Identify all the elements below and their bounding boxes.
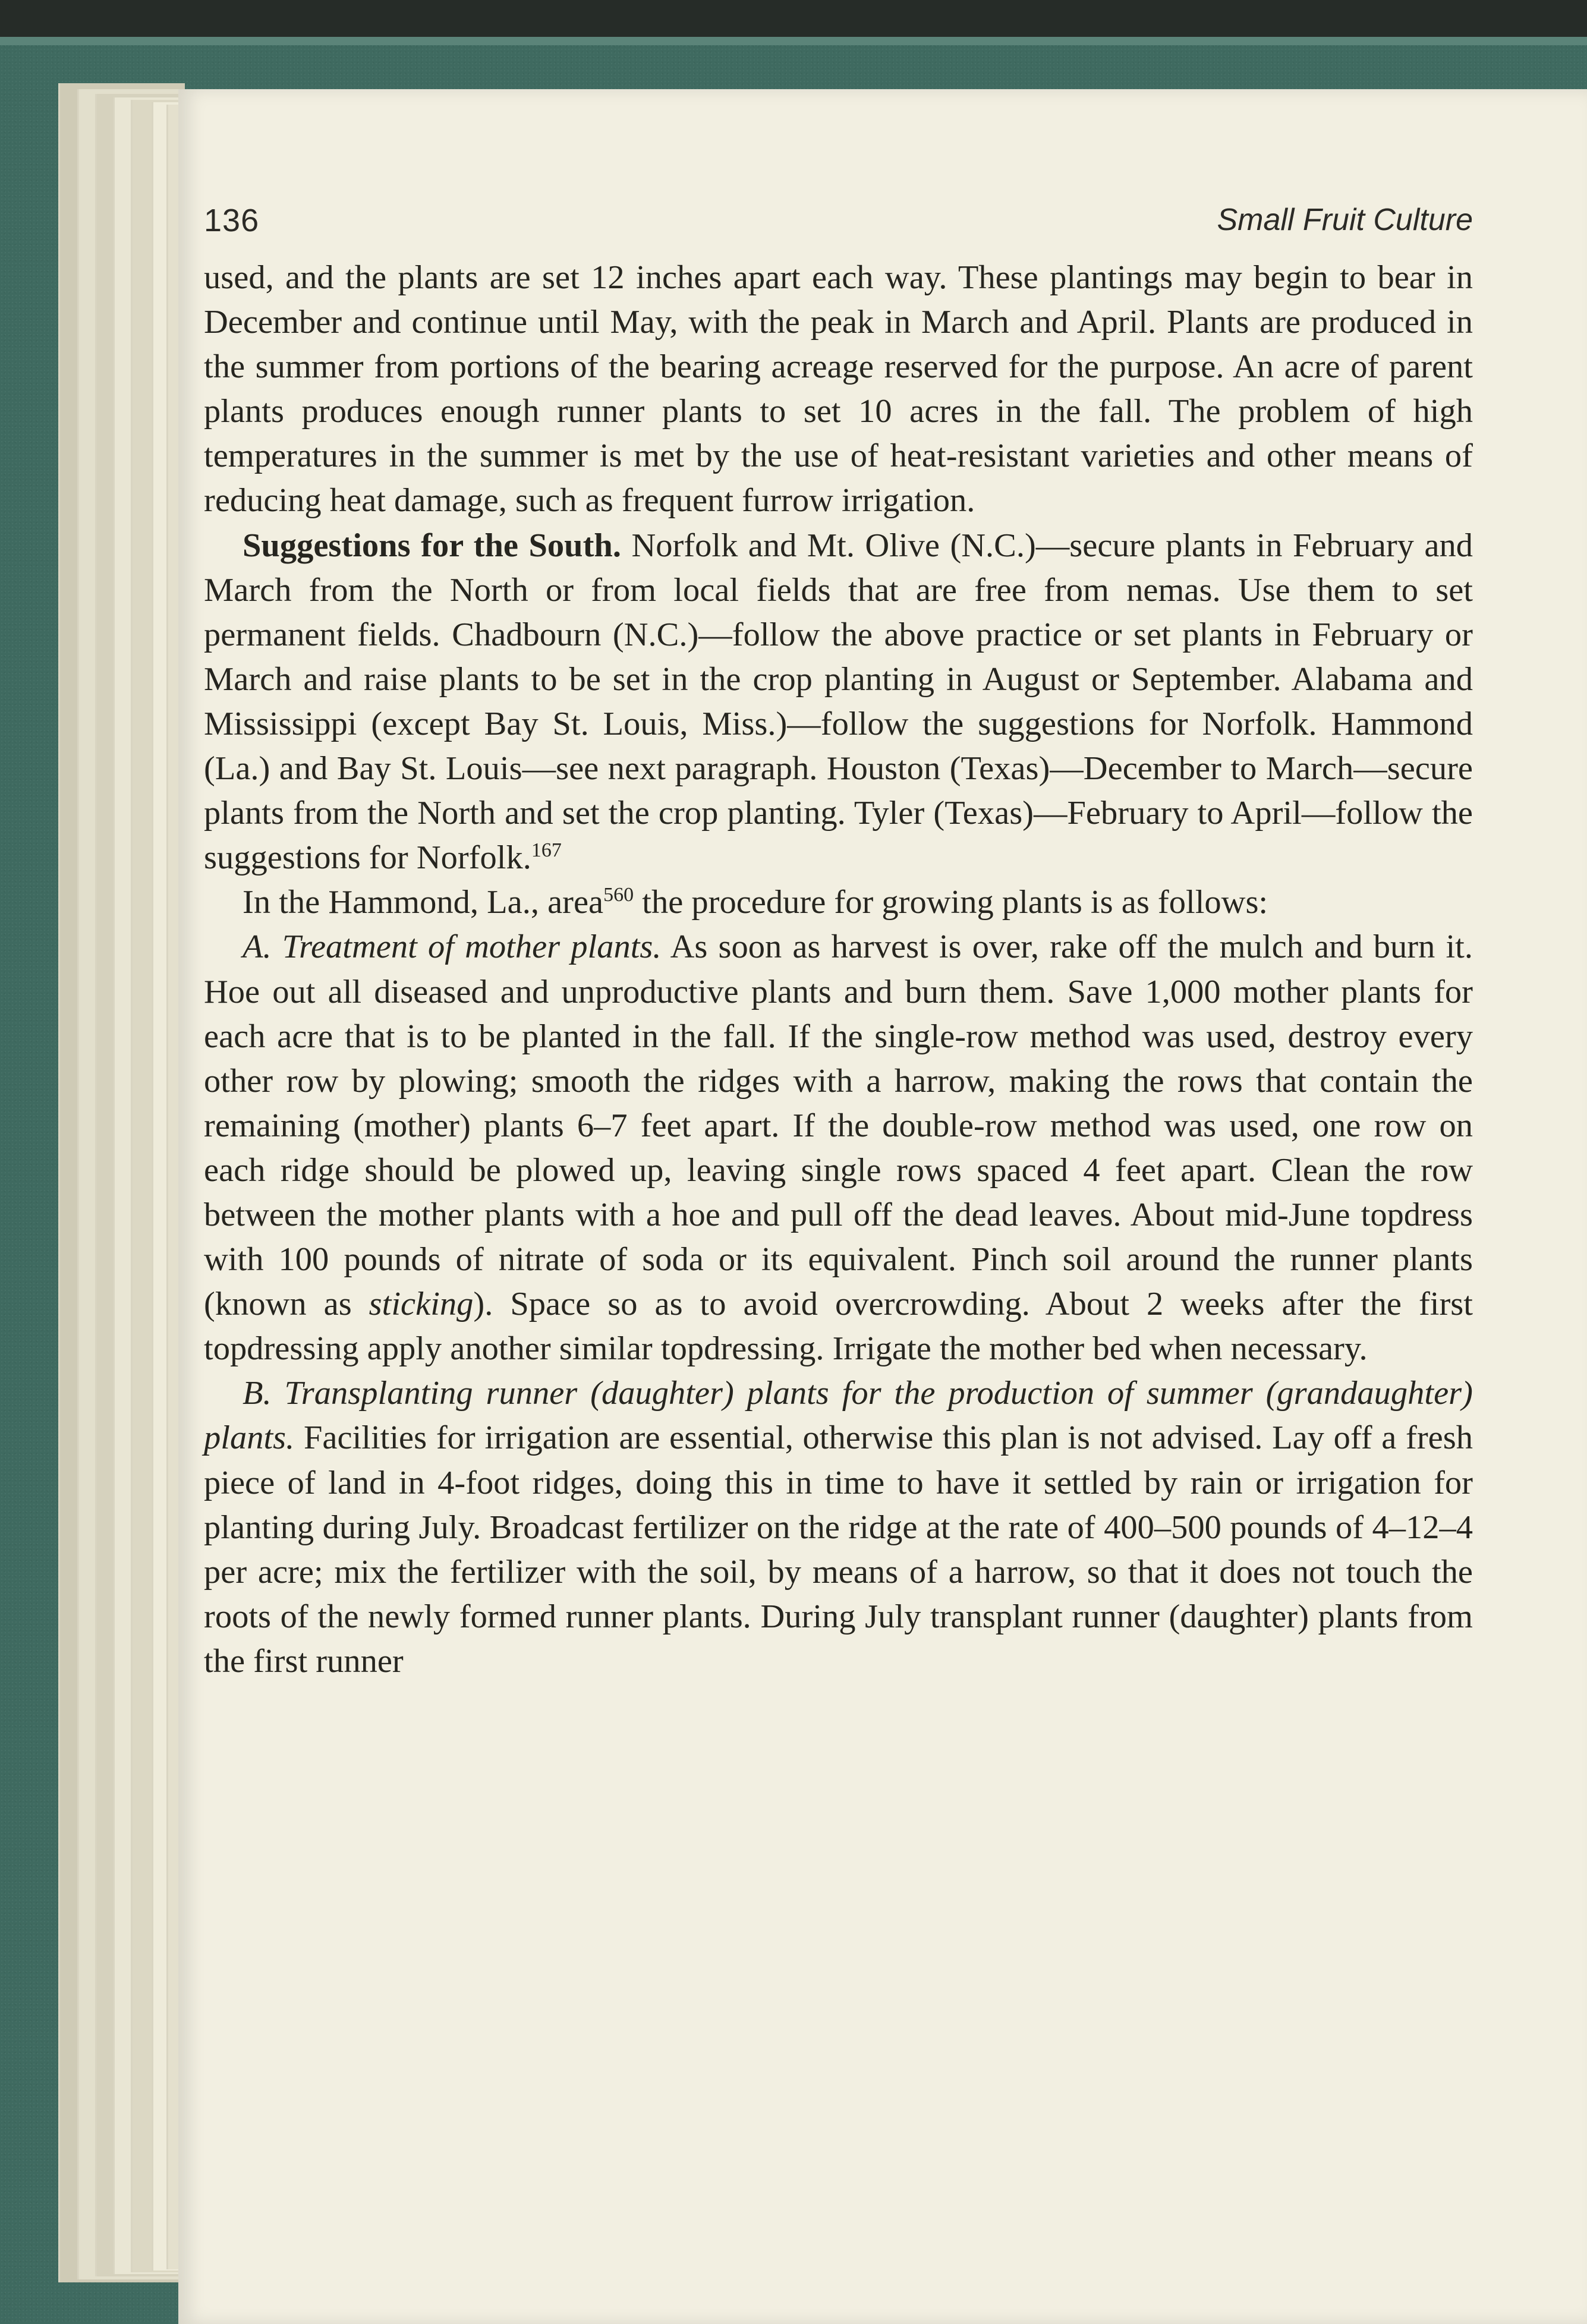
run-in-heading: Suggestions for the South.	[243, 527, 621, 564]
text-body	[204, 256, 1473, 1684]
paragraph-text: used, and the plants are set 12 inches apart each way. These plantings may begin to bear in December and continue until May, with the peak in March and April. Plants are produced in the summer from portions of the bearing acreage reserved for the purpose. An acre of parent plants produces enough runner plants to set 10 acres in the fall. The problem of high temperatures in the summer is met by the use of heat-resistant varieties and other means of reducing heat damage, such as frequent furrow irrigation.	[204, 259, 1473, 519]
paragraph	[204, 880, 1473, 925]
paragraph-text: ). Space so as to avoid overcrowding. About 2 weeks after the first topdressing apply another similar topdressing. Irrigate the mother bed when necessary.	[204, 1286, 1473, 1368]
reference-number: 167	[531, 839, 562, 862]
page-header	[204, 202, 1473, 250]
page-number: 136	[204, 203, 260, 238]
book-cover-edge	[0, 37, 1587, 45]
paragraph-text: As soon as harvest is over, rake off the mulch and burn it. Hoe out all diseased and unproductive plants and burn them. Save 1,000 mother plants for each acre that is to be planted in the fall. If the single-row method was used, destroy every other row by plowing; smooth the ridges with a harrow, making the rows that contain the remaining (mother) plants 6–7 feet apart. If the double-row method was used, one row on each ridge should be plowed up, leaving single rows spaced 4 feet apart. Clean the row between the mother plants with a hoe and pull off the dead leaves. About mid-June topdress with 100 pounds of nitrate of soda or its equivalent. Pinch soil around the runner plants (known as	[204, 928, 1473, 1323]
paragraph	[204, 925, 1473, 1371]
paragraph	[204, 256, 1473, 524]
paragraph	[204, 1371, 1473, 1684]
paragraph-text: Facilities for irrigation are essential, otherwise this plan is not advised. Lay off a fresh piece of land in 4-foot ridges, doing this in time to have it settled by rain or irrigation for planting during July. Broadcast fertilizer on the ridge at the rate of 400–500 pounds of 4–12–4 per acre; mix the fertilizer with the soil, by means of a harrow, so that it does not touch the roots of the newly formed runner plants. During July transplant runner (daughter) plants from the first runner	[204, 1419, 1473, 1680]
italic-term: sticking	[369, 1286, 474, 1323]
paragraph-text: In the Hammond, La., area	[243, 884, 604, 921]
running-head: Small Fruit Culture	[1217, 203, 1473, 237]
paragraph	[204, 524, 1473, 881]
run-in-heading: A. Treatment of mother plants.	[243, 928, 662, 966]
run-in-heading: B. Transplanting runner (daughter) plants for the production of summer (grandaughter) plants.	[204, 1375, 1473, 1457]
paragraph-text: the procedure for growing plants is as follows:	[634, 884, 1268, 921]
reference-number: 560	[603, 884, 634, 906]
paragraph-text: Norfolk and Mt. Olive (N.C.)—secure plants in February and March from the North or from local fields that are free from nemas. Use them to set permanent fields. Chadbourn (N.C.)—follow the above practice or set plants in February or March and raise plants to be set in the crop planting in August or September. Alabama and Mississippi (except Bay St. Louis, Miss.)—follow the suggestions for Norfolk. Hammond (La.) and Bay St. Louis—see next paragraph. Houston (Texas)—December to March—secure plants from the North and set the crop planting. Tyler (Texas)—February to April—follow the suggestions for Norfolk.	[204, 527, 1473, 877]
